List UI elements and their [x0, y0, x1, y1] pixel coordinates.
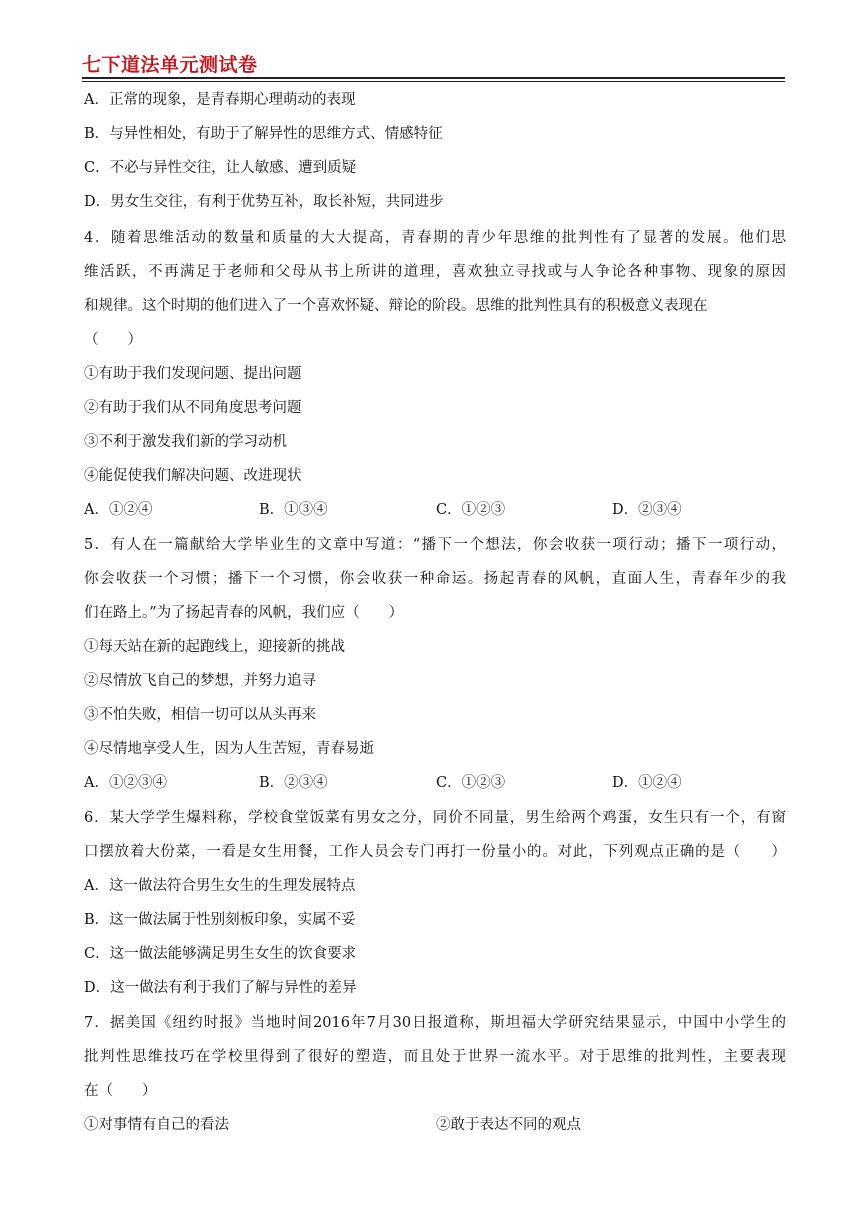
q6-option-b: B．这一做法属于性别刻板印象，实属不妥 [84, 912, 356, 928]
q6-stem-line: 6．某大学学生爆料称，学校食堂饭菜有男女之分，同价不同量，男生给两个鸡蛋，女生只有一个，有窗 [84, 810, 786, 826]
q4-stem-line: 4．随着思维活动的数量和质量的大大提高，青春期的青少年思维的批判性有了显著的发展。他们思 [84, 230, 786, 246]
q7-stem-line: 批判性思维技巧在学校里得到了很好的塑造，而且处于世界一流水平。对于思维的批判性，主要表现 [84, 1049, 786, 1065]
q6-stem-line: 口摆放着大份菜，一看是女生用餐，工作人员会专门再打一份量小的。对此，下列观点正确的是（ ） [84, 844, 786, 860]
q6-option-c: C．这一做法能够满足男生女生的饮食要求 [84, 946, 357, 962]
header-rule-thick [82, 77, 785, 79]
q5-stem-line: 5．有人在一篇献给大学毕业生的文章中写道：“播下一个想法，你会收获一项行动；播下一项行动， [84, 537, 786, 553]
q5-item: ①每天站在新的起跑线上，迎接新的挑战 [84, 639, 345, 655]
document-title: 七下道法单元测试卷 [82, 54, 258, 76]
q7-stem-line: 在（ ） [84, 1083, 157, 1099]
q4-item: ③不利于激发我们新的学习动机 [84, 434, 287, 450]
q7-item: ②敢于表达不同的观点 [436, 1117, 581, 1133]
q5-option-d: D．①②④ [612, 775, 682, 791]
q4-stem-line: 维活跃，不再满足于老师和父母从书上所讲的道理，喜欢独立寻找或与人争论各种事物、现象的原因 [84, 264, 786, 280]
q4-option-c: C．①②③ [436, 502, 506, 518]
q4-item: ①有助于我们发现问题、提出问题 [84, 366, 302, 382]
q5-option-b: B．②③④ [259, 775, 328, 791]
q4-stem-line: 和规律。这个时期的他们进入了一个喜欢怀疑、辩论的阶段。思维的批判性具有的积极意义表现在 [84, 298, 708, 314]
q5-item: ②尽情放飞自己的梦想，并努力追寻 [84, 673, 316, 689]
q5-option-c: C．①②③ [436, 775, 506, 791]
q5-stem-line: 你会收获一个习惯；播下一个习惯，你会收获一种命运。扬起青春的风帆，直面人生，青春年少的我 [84, 571, 786, 587]
q5-item: ③不怕失败，相信一切可以从头再来 [84, 707, 316, 723]
q4-item: ④能促使我们解决问题、改进现状 [84, 468, 302, 484]
q5-stem-line: 们在路上。”为了扬起青春的风帆，我们应（ ） [84, 605, 404, 621]
q4-option-a: A．①②④ [84, 502, 153, 518]
q4-option-d: D．②③④ [612, 502, 682, 518]
q6-option-d: D．这一做法有利于我们了解与异性的差异 [84, 980, 357, 996]
q7-item: ①对事情有自己的看法 [84, 1117, 229, 1133]
q6-option-a: A．这一做法符合男生女生的生理发展特点 [84, 878, 356, 894]
q3-option-c: C．不必与异性交往，让人敏感、遭到质疑 [84, 160, 357, 176]
header-rule-thin [82, 81, 785, 82]
q5-item: ④尽情地享受人生，因为人生苦短，青春易逝 [84, 741, 374, 757]
q3-option-d: D．男女生交往，有利于优势互补，取长补短，共同进步 [84, 194, 444, 210]
q4-answer-blank: （ ） [84, 332, 142, 348]
q3-option-b: B．与异性相处，有助于了解异性的思维方式、情感特征 [84, 126, 443, 142]
q4-item: ②有助于我们从不同角度思考问题 [84, 400, 302, 416]
q5-option-a: A．①②③④ [84, 775, 167, 791]
q3-option-a: A．正常的现象，是青春期心理萌动的表现 [84, 92, 356, 108]
q7-stem-line: 7．据美国《纽约时报》当地时间2016年7月30日报道称，斯坦福大学研究结果显示，中国中小学生的 [84, 1015, 786, 1031]
q4-option-b: B．①③④ [259, 502, 328, 518]
